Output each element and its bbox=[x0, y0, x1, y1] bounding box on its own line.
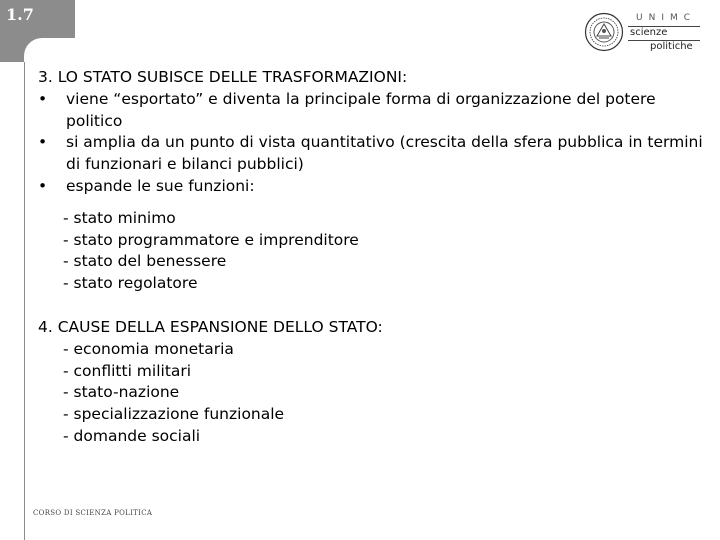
list-item bbox=[38, 89, 708, 133]
university-seal-icon bbox=[584, 12, 624, 52]
cause-item: - specializzazione funzionale bbox=[63, 405, 285, 424]
function-item: - stato regolatore bbox=[63, 274, 198, 293]
spacer bbox=[38, 295, 708, 317]
logo-univ-label: UNIMC bbox=[636, 13, 697, 23]
function-item: - stato programmatore e imprenditore bbox=[63, 230, 359, 249]
badge-corner-cut bbox=[24, 38, 75, 62]
logo-politiche-label: politiche bbox=[650, 41, 693, 52]
list-item bbox=[38, 132, 708, 176]
slide-content bbox=[38, 67, 708, 448]
bullet-icon: • bbox=[38, 89, 48, 108]
bullet-icon: • bbox=[38, 176, 48, 195]
bullet-icon: • bbox=[38, 133, 48, 152]
bullet-text: viene “esportato” e diventa la principale forma di organizzazione del potere politico bbox=[66, 89, 656, 130]
spacer bbox=[38, 198, 708, 208]
function-item: - stato del benessere bbox=[63, 252, 227, 271]
cause-item: - economia monetaria bbox=[63, 339, 234, 358]
function-item: - stato minimo bbox=[63, 208, 176, 227]
section4-heading: 4. CAUSE DELLA ESPANSIONE DELLO STATO: bbox=[38, 317, 383, 336]
logo-scienze-label: scienze bbox=[630, 27, 668, 38]
list-item bbox=[38, 176, 708, 198]
course-footer: CORSO DI SCIENZA POLITICA bbox=[33, 509, 153, 517]
cause-item: - conflitti militari bbox=[63, 361, 192, 380]
university-logo bbox=[584, 12, 700, 56]
cause-item: - domande sociali bbox=[63, 426, 201, 445]
left-margin-rule bbox=[24, 62, 25, 540]
logo-wordmark bbox=[628, 12, 700, 56]
slide-number: 1.7 bbox=[6, 5, 34, 24]
bullet-text: si amplia da un punto di vista quantitativo (crescita della sfera pubblica in termini di funzionari e bilanci pubblici) bbox=[66, 133, 703, 174]
section3-heading: 3. LO STATO SUBISCE DELLE TRASFORMAZIONI: bbox=[38, 68, 408, 86]
bullet-text: espande le sue funzioni: bbox=[66, 176, 255, 195]
cause-item: - stato-nazione bbox=[63, 383, 180, 402]
